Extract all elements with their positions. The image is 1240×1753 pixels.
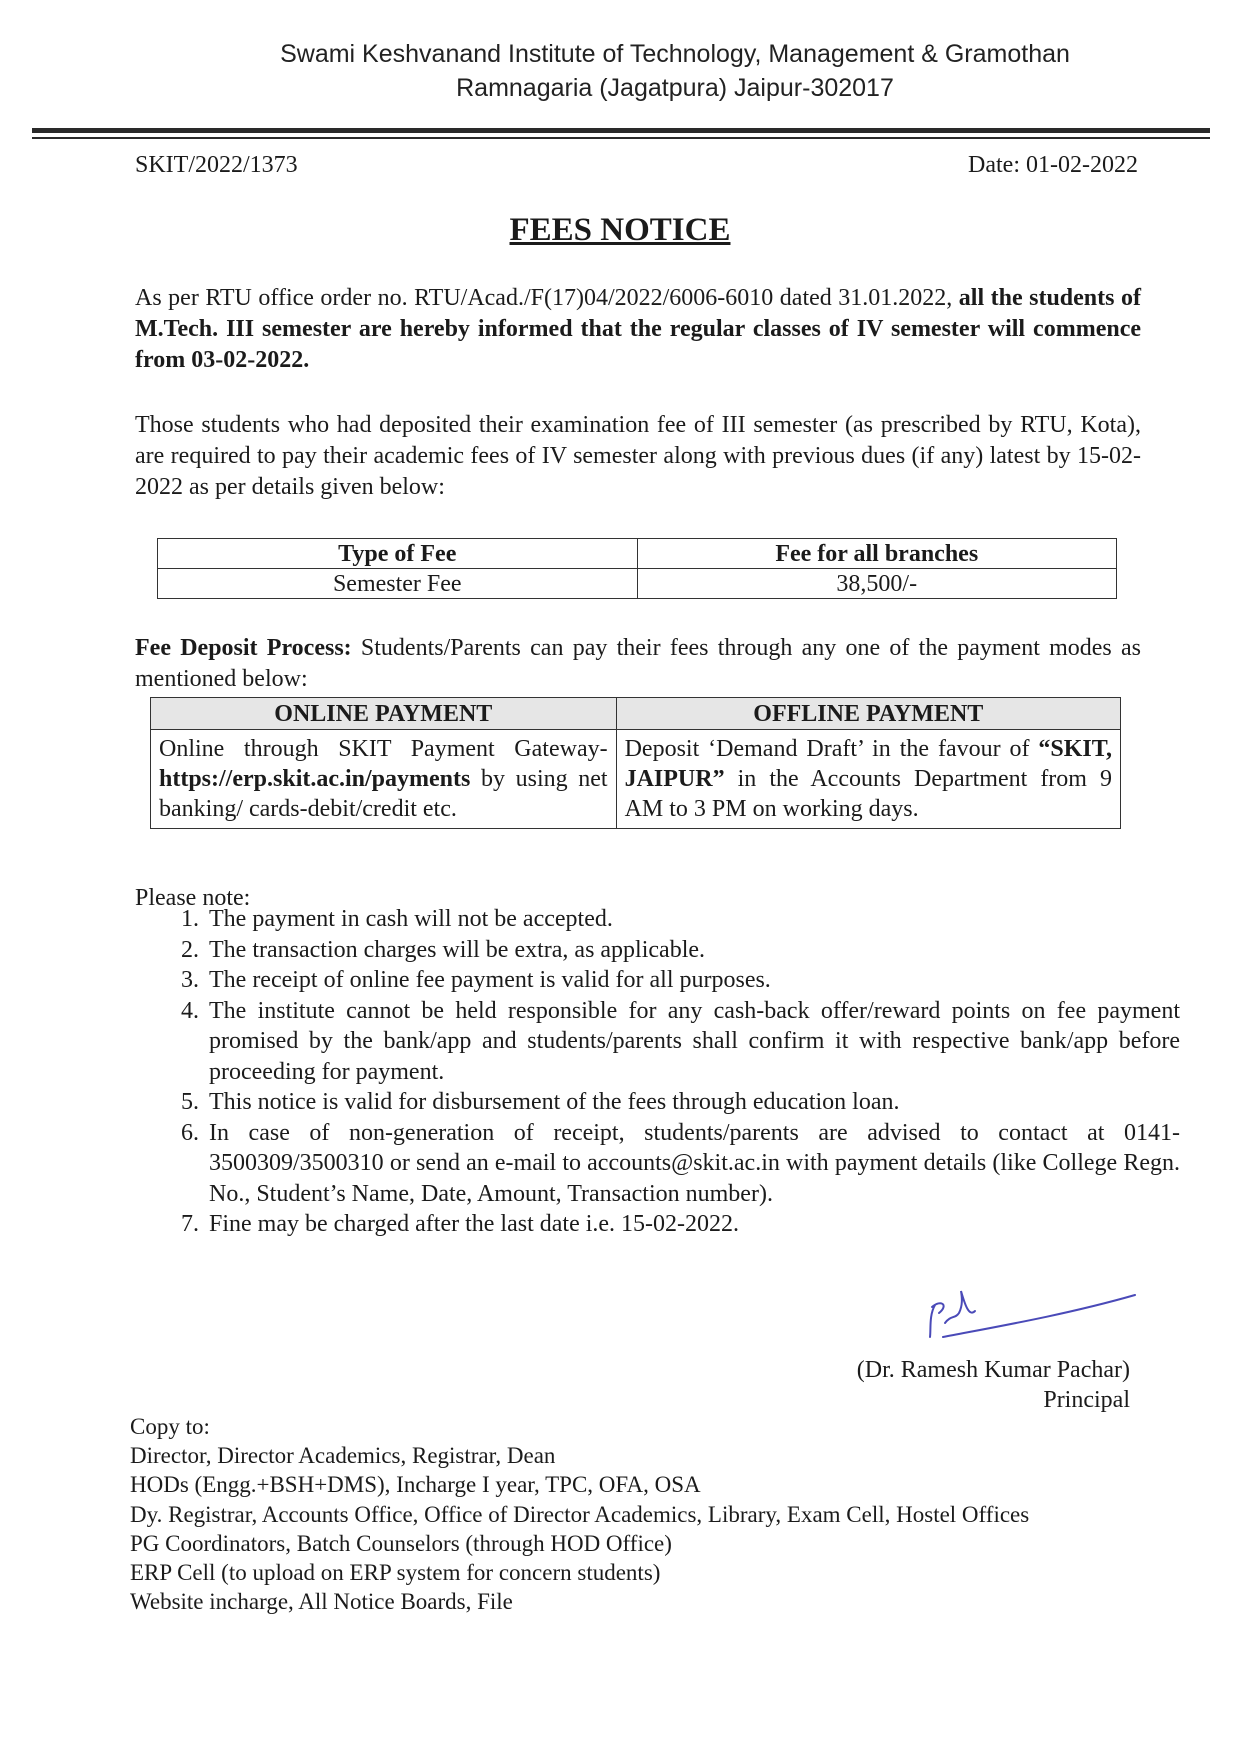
copy-to-line: Director, Director Academics, Registrar, Dean — [130, 1443, 556, 1468]
offline-text: Deposit ‘Demand Draft’ in the favour of — [624, 736, 1039, 762]
online-text-cont: by using net banking/ cards-debit/credit etc. — [159, 766, 608, 822]
deposit-label: Fee Deposit Process: — [135, 635, 352, 661]
intro-paragraph — [135, 283, 1141, 376]
offline-text-cont: in the Accounts Department from 9 AM to 3 PM on working days. — [624, 766, 1112, 822]
list-item: 5. This notice is valid for disbursement of the fees through education loan. — [205, 1087, 1180, 1118]
fee-type-header: Type of Fee — [158, 539, 638, 569]
offline-payment-header: OFFLINE PAYMENT — [616, 698, 1120, 730]
table-row — [158, 569, 1117, 599]
signatory-designation: Principal — [1043, 1387, 1130, 1413]
institute-address: Ramnagaria (Jagatpura) Jaipur-302017 — [456, 74, 894, 102]
copy-to-label: Copy to: — [130, 1414, 210, 1439]
notice-date: Date: 01-02-2022 — [968, 152, 1138, 178]
draft-payee: “SKIT, JAIPUR” — [624, 736, 1112, 792]
deposit-process-paragraph — [135, 633, 1141, 695]
table-row — [151, 730, 1121, 829]
online-payment-cell — [151, 730, 617, 829]
reference-number: SKIT/2022/1373 — [135, 152, 298, 178]
fee-table — [157, 538, 1117, 599]
notes-list — [165, 904, 1180, 1240]
notice-title: FEES NOTICE — [509, 212, 731, 248]
header-rule-thick — [32, 128, 1210, 133]
list-item: 7. Fine may be charged after the last date i.e. 15-02-2022. — [205, 1209, 1180, 1240]
notes-label: Please note: — [135, 885, 251, 911]
payment-table-header — [151, 698, 1121, 730]
copy-to-line: ERP Cell (to upload on ERP system for concern students) — [130, 1560, 661, 1585]
fee-table-header — [158, 539, 1117, 569]
payment-modes-table — [150, 697, 1121, 829]
fee-amount-header: Fee for all branches — [637, 539, 1117, 569]
payment-gateway-link[interactable]: https://erp.skit.ac.in/payments — [159, 766, 471, 792]
online-text: Online through SKIT Payment Gateway- — [159, 736, 608, 762]
signature — [915, 1275, 1145, 1350]
institute-name: Swami Keshvanand Institute of Technology, Management & Gramothan — [280, 40, 1070, 68]
fee-type-cell: Semester Fee — [158, 569, 638, 599]
online-payment-header: ONLINE PAYMENT — [151, 698, 617, 730]
copy-to-line: HODs (Engg.+BSH+DMS), Incharge I year, TPC, OFA, OSA — [130, 1472, 701, 1497]
copy-to-line: Website incharge, All Notice Boards, File — [130, 1589, 513, 1614]
list-item: 4. The institute cannot be held responsible for any cash-back offer/reward points on fee payment promised by the bank/app and students/parents shall confirm it with respective bank/app before proceeding for payment. — [205, 996, 1180, 1088]
header-rule-thin — [32, 137, 1210, 139]
deposit-text: Students/Parents can pay their fees through any one of the payment modes as mentioned below: — [135, 635, 1142, 692]
list-item: 1. The payment in cash will not be accepted. — [205, 904, 1180, 935]
copy-to-line: PG Coordinators, Batch Counselors (through HOD Office) — [130, 1531, 672, 1556]
offline-payment-cell — [616, 730, 1120, 829]
signatory-name: (Dr. Ramesh Kumar Pachar) — [856, 1357, 1130, 1383]
fee-instructions-paragraph: Those students who had deposited their examination fee of III semester (as prescribed by RTU, Kota), are required to pay their academic fees of IV semester along with previous dues (if any) latest by 15-02-2022 as per details given below: — [135, 412, 1141, 500]
list-item: 6. In case of non-generation of receipt, students/parents are advised to contact at 0141-3500309/3500310 or send an e-mail to accounts@skit.ac.in with payment details (like College Regn. No., Student’s Name, Date, Amount, Transaction number). — [205, 1118, 1180, 1210]
list-item: 3. The receipt of online fee payment is valid for all purposes. — [205, 965, 1180, 996]
intro-bold: all the students of M.Tech. III semester are hereby informed that the regular classes of IV semester will commence from 03-02-2022. — [135, 285, 1141, 373]
list-item: 2. The transaction charges will be extra, as applicable. — [205, 935, 1180, 966]
fee-amount-cell: 38,500/- — [637, 569, 1117, 599]
copy-to-line: Dy. Registrar, Accounts Office, Office of Director Academics, Library, Exam Cell, Hostel Offices — [130, 1502, 1030, 1527]
intro-plain: As per RTU office order no. RTU/Acad./F(17)04/2022/6006-6010 dated 31.01.2022, — [135, 285, 959, 311]
